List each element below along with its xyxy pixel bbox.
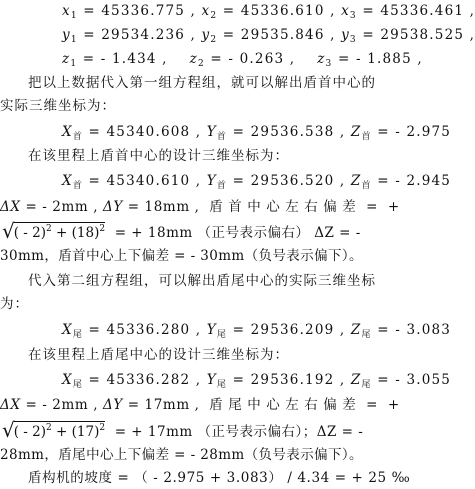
paragraph-3-line-1: 代入第二组方程组，可以解出盾尾中心的实际三维坐标 bbox=[28, 273, 376, 289]
head-design-coordinates: $X_首 = 45340.610$ , $Y_首 = 29536.520$ , $Z_首$ = - 2.945 bbox=[62, 173, 452, 191]
radicand: ( - $2)^2 + (18)^2$ bbox=[13, 224, 106, 241]
slope-result: 盾构机的坡度 = （ - 2.975 + 3.083） / 4.34 = + 25 ‰ bbox=[28, 470, 411, 486]
paragraph-3-line-2: 为： bbox=[0, 296, 29, 312]
head-deviation-line: ΔX = - 2mm , ΔY = 18mm , 盾 首 中 心 左 右 偏 差 = + bbox=[0, 199, 400, 215]
tail-actual-coordinates: $X_尾 = 45336.280$ , $Y_尾 = 29536.209$ , $Z_尾$ = - 3.083 bbox=[62, 322, 452, 340]
paragraph-4: 在该里程上盾尾中心的设计三维坐标为： bbox=[28, 347, 289, 363]
y-values-line: $y_1 = 29534.236$ , $y_2 = 29535.846$ , $y_3 = 29538.525$ , bbox=[62, 27, 475, 45]
head-vertical-deviation: 30mm，盾首中心上下偏差 = - 30mm（负号表示偏下）。 bbox=[0, 248, 363, 264]
tail-deviation-line: ΔX = - 2mm , ΔY = 17mm , 盾 尾 中 心 左 右 偏 差 = + bbox=[0, 397, 400, 413]
z-values-line: $z_1$ = - 1.434 , $z_2$ = - 0.263 , $z_3$ = - 1.885 , bbox=[62, 51, 423, 69]
paragraph-1-line-2: 实际三维坐标为： bbox=[0, 98, 116, 114]
head-actual-coordinates: $X_首 = 45340.608$ , $Y_首 = 29536.538$ , $Z_首$ = - 2.975 bbox=[62, 124, 452, 142]
tail-vertical-deviation: 28mm，盾尾中心上下偏差 = - 28mm（负号表示偏下）。 bbox=[0, 447, 363, 463]
paragraph-2: 在该里程上盾首中心的设计三维坐标为： bbox=[28, 148, 289, 164]
tail-design-coordinates: $X_尾 = 45336.282$ , $Y_尾 = 29536.192$ , $Z_尾$ = - 3.055 bbox=[62, 372, 452, 390]
x-values-line: $x_1 = 45336.775$ , $x_2 = 45336.610$ , $x_3 = 45336.461$ , bbox=[62, 3, 475, 21]
radical-sign: √ bbox=[2, 219, 15, 243]
tail-radical-line: √( - $2)^2 + (17)^2$ = + 17mm （正号表示偏右）；ΔZ = - bbox=[2, 418, 364, 442]
radicand: ( - $2)^2 + (17)^2$ bbox=[13, 423, 106, 440]
radical-sign: √ bbox=[2, 418, 15, 442]
paragraph-1-line-1: 把以上数据代入第一组方程组，就可以解出盾首中心的 bbox=[28, 75, 376, 91]
head-radical-line: √( - $2)^2 + (18)^2$ = + 18mm （正号表示偏右） ΔZ = - bbox=[2, 219, 361, 243]
